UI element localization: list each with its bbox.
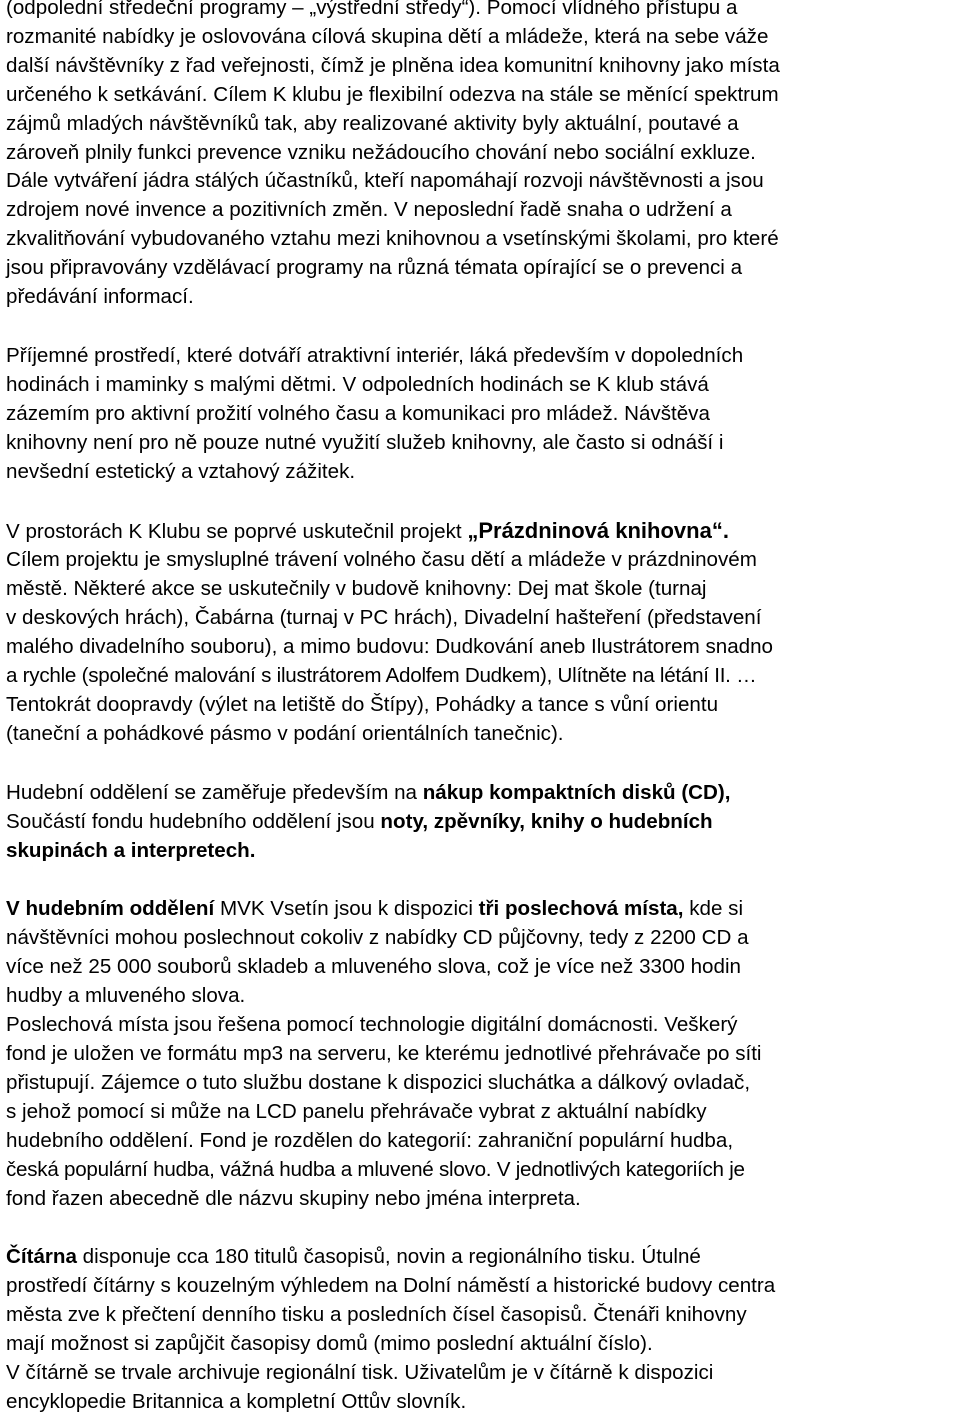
text-run: kde si (683, 897, 744, 921)
text-line: Cílem projektu je smysluplné trávení volného času dětí a mládeže v prázdninovém (6, 548, 757, 572)
text-line (6, 779, 956, 808)
bold-text: V hudebním oddělení (6, 897, 215, 921)
text-line: Příjemné prostředí, které dotváří atraktivní interiér, láká především v dopoledních (6, 343, 744, 367)
paragraph-music-department (6, 779, 956, 866)
text-run: disponuje cca 180 titulů časopisů, novin a regionálního tisku. Útulné (76, 1245, 701, 1269)
text-line: malého divadelního souboru), a mimo budovu: Dudkování aneb Ilustrátorem snadno (6, 635, 774, 659)
bold-text: tři poslechová místa, (478, 897, 684, 921)
text-line: Tentokrát doopravdy (výlet na letiště do Štípy), Pohádky a tance s vůní orientu (6, 692, 719, 716)
text-line: prostředí čítárny s kouzelným výhledem na Dolní náměstí a historické budovy centra (6, 1274, 776, 1298)
text-line: česká populární hudba, vážná hudba a mluvené slovo. V jednotlivých kategoriích je (6, 1157, 745, 1181)
text-line: další návštěvníky z řad veřejnosti, čímž je plněna idea komunitní knihovny jako místa (6, 53, 780, 77)
text-line: rozmanité nabídky je oslovována cílová skupina dětí a mládeže, která na sebe váže (6, 24, 769, 48)
text-line: přistupují. Zájemce o tuto službu dostane k dispozici sluchátka a dálkový ovladač, (6, 1070, 751, 1094)
text-run: Hudební oddělení se zaměřuje především na (6, 780, 423, 804)
text-line: města zve k přečtení denního tisku a posledních čísel časopisů. Čtenáři knihovny (6, 1303, 747, 1327)
text-line (6, 895, 956, 924)
paragraph-gap (6, 865, 956, 895)
text-line: encyklopedie Britannica a kompletní Ottův slovník. (6, 1389, 467, 1413)
paragraph-listening-stations (6, 895, 956, 1213)
text-line: zájmů mladých návštěvníků tak, aby realizované aktivity byly aktuální, poutavé a (6, 111, 739, 135)
text-line: skupinách a interpretech. (6, 838, 256, 862)
text-line: městě. Některé akce se uskutečnily v budově knihovny: Dej mat škole (turnaj (6, 577, 707, 601)
paragraph-k-club-mission (6, 0, 956, 312)
paragraph-reading-room (6, 1243, 956, 1416)
text-line: návštěvníci mohou poslechnout cokoliv z nabídky CD půjčovny, tedy z 2200 CD a (6, 926, 749, 950)
text-line: zdrojem nové invence a pozitivních změn. V neposlední řadě snaha o udržení a (6, 198, 732, 222)
text-line (6, 1243, 956, 1272)
text-line: knihovny není pro ně pouze nutné využití služeb knihovny, ale často si odnáší i (6, 430, 724, 454)
paragraph-gap (6, 487, 956, 517)
text-line: zázemím pro aktivní prožití volného času a komunikaci pro mládež. Návštěva (6, 401, 710, 425)
text-line: předávání informací. (6, 285, 194, 309)
text-line: Poslechová místa jsou řešena pomocí technologie digitální domácnosti. Veškerý (6, 1013, 738, 1037)
text-line: s jehož pomocí si může na LCD panelu přehrávače vybrat z aktuální nabídky (6, 1099, 707, 1123)
text-line: hodinách i maminky s malými dětmi. V odpoledních hodinách se K klub stává (6, 372, 709, 396)
text-run: MVK Vsetín jsou k dispozici (214, 897, 479, 921)
text-line: zkvalitňování vybudovaného vztahu mezi knihovnou a vsetínskými školami, pro které (6, 227, 779, 251)
project-name: „Prázdninová knihovna“. (467, 517, 729, 543)
text-line: více než 25 000 souborů skladeb a mluveného slova, což je více než 3300 hodin (6, 955, 741, 979)
bold-text: Čítárna (6, 1245, 77, 1269)
bold-text: noty, zpěvníky, knihy o hudebních (380, 809, 713, 833)
paragraph-gap (6, 1213, 956, 1243)
text-line: (odpolední středeční programy – „výstřední středy“). Pomocí vlídného přístupu a (6, 0, 738, 19)
text-line: nevšední estetický a vztahový zážitek. (6, 459, 356, 483)
text-line: určeného k setkávání. Cílem K klubu je flexibilní odezva na stále se měnící spektrum (6, 82, 779, 106)
text-line: jsou připravovány vzdělávací programy na různá témata opírající se o prevenci a (6, 256, 743, 280)
text-line: hudebního oddělení. Fond je rozdělen do kategorií: zahraniční populární hudba, (6, 1128, 734, 1152)
text-line: fond řazen abecedně dle názvu skupiny nebo jména interpreta. (6, 1186, 581, 1210)
text-line: zároveň plnily funkci prevence vzniku nežádoucího chování nebo sociální exkluze. (6, 140, 756, 164)
text-line: hudby a mluveného slova. (6, 984, 246, 1008)
text-line: v deskových hrách), Čabárna (turnaj v PC hrách), Divadelní hašteření (představení (6, 606, 762, 630)
paragraph-holiday-project (6, 517, 956, 749)
text-line: (taneční a pohádkové pásmo v podání orientálních tanečnic). (6, 721, 564, 745)
paragraph-environment (6, 342, 956, 487)
text-line: V čítárně se trvale archivuje regionální tisk. Uživatelům je v čítárně k dispozici (6, 1361, 714, 1385)
text-run: V prostorách K Klubu se poprvé uskutečnil projekt (6, 519, 468, 543)
text-run: Součástí fondu hudebního oddělení jsou (6, 809, 381, 833)
bold-text: nákup kompaktních disků (CD), (422, 780, 731, 804)
text-line (6, 517, 956, 547)
text-line: mají možnost si zapůjčit časopisy domů (mimo poslední aktuální číslo). (6, 1332, 653, 1356)
text-line: fond je uložen ve formátu mp3 na serveru, ke kterému jednotlivé přehrávače po síti (6, 1042, 762, 1065)
text-line: a rychle (společné malování s ilustrátorem Adolfem Dudkem), Ulítněte na létání II. … (6, 664, 757, 688)
document-page (6, 0, 956, 1417)
paragraph-gap (6, 749, 956, 779)
text-line: Dále vytváření jádra stálých účastníků, kteří napomáhají rozvoji návštěvnosti a jsou (6, 169, 764, 193)
text-line (6, 808, 956, 837)
paragraph-gap (6, 312, 956, 342)
